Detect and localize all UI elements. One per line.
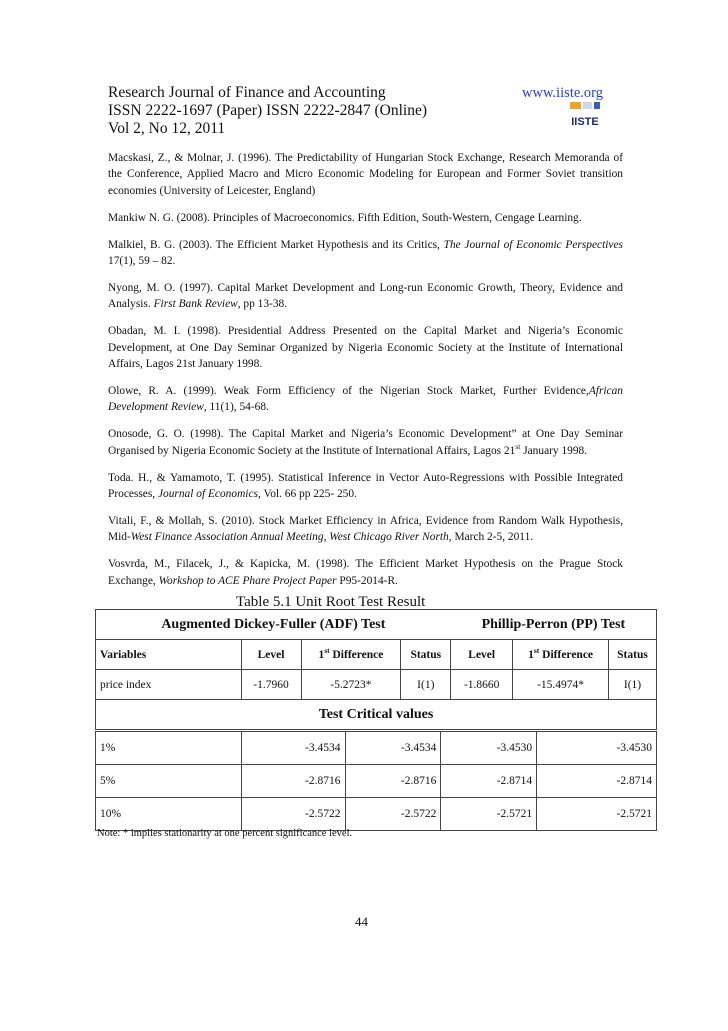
reference-item: Olowe, R. A. (1999). Weak Form Efficiency of the Nigerian Stock Market, Further Evidence,African Development Review, 11(1), 54-68. [108,384,623,414]
table-row [96,732,657,765]
journal-title: Research Journal of Finance and Accounting [108,84,386,101]
table-column-header-row [96,640,657,670]
cell-pp-status: I(1) [608,670,656,700]
cell-pp-first-diff: -15.4974* [513,670,609,700]
reference-item: Vosvrda, M., Filacek, J., & Kapicka, M. (1998). The Efficient Market Hypothesis on the Prague Stock Exchange, Workshop to ACE Phare Project Paper P95-2014-R. [108,558,623,587]
cell-critical-value: -3.4530 [537,732,657,765]
table-row [96,670,657,700]
table-note: Note: * implies stationarity at one percent significance level. [97,828,353,839]
cell-critical-value: -2.5721 [537,798,657,831]
critical-values-table [95,731,657,831]
table-row [96,765,657,798]
cell-adf-first-diff: -5.2723* [301,670,401,700]
cell-critical-value: -3.4534 [345,732,441,765]
table-group-header-row [96,610,657,640]
col-adf-status: Status [401,640,451,670]
page-number: 44 [355,914,368,929]
cell-critical-value: -2.8716 [345,765,441,798]
journal-volume: Vol 2, No 12, 2011 [108,120,226,137]
journal-issn: ISSN 2222-1697 (Paper) ISSN 2222-2847 (Online) [108,102,428,119]
cell-critical-label: 1% [96,732,242,765]
cell-critical-value: -3.4534 [241,732,345,765]
reference-item: Macskasi, Z., & Molnar, J. (1996). The Predictability of Hungarian Stock Exchange, Research Memoranda of the Conference, Applied Macro and Micro Economic Modeling for European and Former Soviet transition economies (University of Leicester, England) [108,152,623,197]
reference-item: Obadan, M. I. (1998). Presidential Address Presented on the Capital Market and Nigeria’s Economic Development, at One Day Seminar Organized by Nigeria Economic Society at the Institute of International Affairs, Lagos 21st January 1998. [108,325,623,371]
cell-critical-label: 5% [96,765,242,798]
reference-item: Mankiw N. G. (2008). Principles of Macroeconomics. Fifth Edition, South-Western, Cengage Learning. [108,211,582,224]
critical-values-header: Test Critical values [96,700,657,730]
adf-header: Augmented Dickey-Fuller (ADF) Test [96,610,451,640]
col-adf-first-diff: 1st Difference [301,640,401,670]
cell-critical-value: -2.8714 [441,765,537,798]
cell-critical-value: -3.4530 [441,732,537,765]
col-pp-status: Status [608,640,656,670]
cell-adf-level: -1.7960 [241,670,301,700]
critical-values-header-row [96,700,657,730]
table-title: Table 5.1 Unit Root Test Result [236,594,426,610]
table-row [96,798,657,831]
reference-item: Onosode, G. O. (1998). The Capital Market and Nigeria’s Economic Development” at One Day Seminar Organised by Nigeria Economic Society at the Institute of International Affairs, Lagos 21st January 1998. [108,428,623,457]
reference-item: Malkiel, B. G. (2003). The Efficient Market Hypothesis and its Critics, The Journal of Economic Perspectives 17(1), 59 – 82. [108,238,623,268]
cell-critical-value: -2.8716 [241,765,345,798]
cell-pp-level: -1.8660 [451,670,513,700]
cell-critical-label: 10% [96,798,242,831]
reference-item: Nyong, M. O. (1997). Capital Market Development and Long-run Economic Growth, Theory, Evidence and Analysis. First Bank Review, pp 13-38. [108,281,623,311]
page-header [108,84,623,138]
cell-variable: price index [96,670,242,700]
cell-critical-value: -2.8714 [537,765,657,798]
cell-critical-value: -2.5721 [441,798,537,831]
cell-critical-value: -2.5722 [241,798,345,831]
cell-critical-value: -2.5722 [345,798,441,831]
reference-item: Vitali, F., & Mollah, S. (2010). Stock Market Efficiency in Africa, Evidence from Random Walk Hypothesis, Mid-West Finance Association Annual Meeting, West Chicago River North, March 2-5, 2011. [108,514,623,544]
col-variables: Variables [96,640,242,670]
pp-header: Phillip-Perron (PP) Test [451,610,657,640]
reference-item: Toda. H., & Yamamoto, T. (1995). Statistical Inference in Vector Auto-Regressions with Possible Integrated Processes, Journal of Economics, Vol. 66 pp 225- 250. [108,471,623,500]
iiste-logo [567,101,603,131]
col-pp-first-diff: 1st Difference [513,640,609,670]
cell-adf-status: I(1) [401,670,451,700]
svg-text:IISTE: IISTE [571,116,599,128]
journal-url[interactable]: www.iiste.org [522,85,603,101]
references-list [108,150,623,600]
col-adf-level: Level [241,640,301,670]
col-pp-level: Level [451,640,513,670]
unit-root-table [95,609,657,730]
